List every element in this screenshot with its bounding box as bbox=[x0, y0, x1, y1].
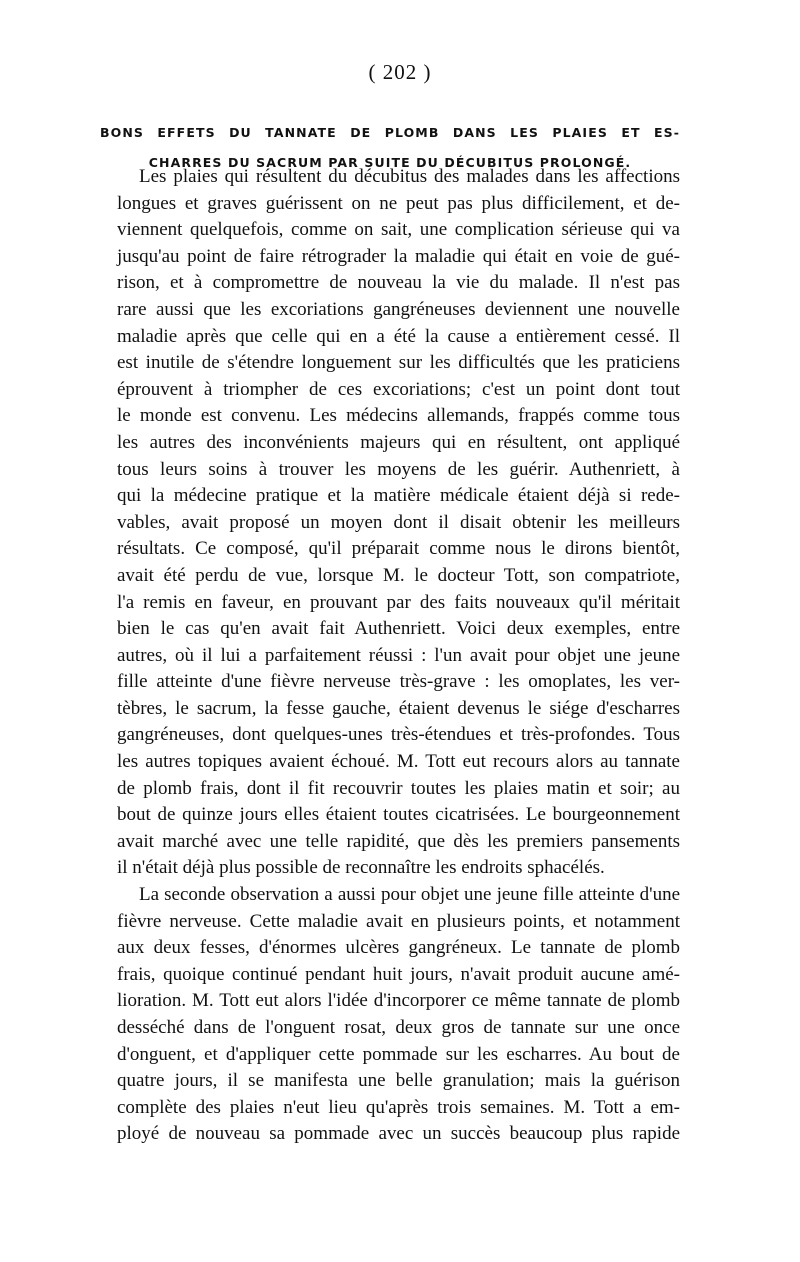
text-line: avait marché avec une telle rapidité, que dès les premiers pansements bbox=[117, 830, 680, 852]
article-body bbox=[117, 164, 680, 1148]
text-line: d'onguent, et d'appliquer cette pommade sur les escharres. Au bout de bbox=[117, 1043, 680, 1065]
text-line: avait été perdu de vue, lorsque M. le docteur Tott, son compatriote, bbox=[117, 564, 680, 586]
text-line: résultats. Ce composé, qu'il préparait comme nous le dirons bientôt, bbox=[117, 538, 680, 560]
text-line: viennent quelquefois, comme on sait, une complication sérieuse qui va bbox=[117, 219, 680, 241]
paragraph-1-last-line: il n'était déjà plus possible de reconnaître les endroits sphacélés. bbox=[117, 857, 605, 879]
text-line: de plomb frais, dont il fit recouvrir toutes les plaies matin et soir; au bbox=[117, 777, 680, 799]
text-line: lioration. M. Tott eut alors l'idée d'incorporer ce même tannate de plomb bbox=[117, 990, 680, 1012]
text-line: rare aussi que les excoriations gangréneuses deviennent une nouvelle bbox=[117, 298, 680, 320]
text-line: les autres des inconvénients majeurs qui en résultent, ont appliqué bbox=[117, 431, 680, 453]
paragraph-2-first-line: La seconde observation a aussi pour objet une jeune fille atteinte d'une bbox=[139, 884, 680, 906]
heading-line: BONS EFFETS DU TANNATE DE PLOMB DANS LES PLAIES ET ES- bbox=[100, 125, 680, 140]
text-line: gangréneuses, dont quelques-unes très-étendues et très-profondes. Tous bbox=[117, 724, 680, 746]
text-line: rison, et à compromettre de nouveau la vie du malade. Il n'est pas bbox=[117, 272, 680, 294]
text-line: vables, avait proposé un moyen dont il disait obtenir les meilleurs bbox=[117, 511, 680, 533]
text-line: tous leurs soins à trouver les moyens de les guérir. Authenriett, à bbox=[117, 458, 680, 480]
text-line: ployé de nouveau sa pommade avec un succès beaucoup plus rapide bbox=[117, 1123, 680, 1145]
text-line: tèbres, le sacrum, la fesse gauche, étaient devenus le siége d'escharres bbox=[117, 697, 680, 719]
text-line: est inutile de s'étendre longuement sur les difficultés que les praticiens bbox=[117, 352, 680, 374]
text-line: les autres topiques avaient échoué. M. Tott eut recours alors au tannate bbox=[117, 751, 680, 773]
text-line: longues et graves guérissent on ne peut pas plus difficilement, et de- bbox=[117, 192, 680, 214]
text-line: qui la médecine pratique et la matière médicale étaient déjà si rede- bbox=[117, 485, 680, 507]
paragraph-1-first-line: Les plaies qui résultent du décubitus des malades dans les affections bbox=[139, 166, 680, 187]
text-line: le monde est convenu. Les médecins allemands, frappés comme tous bbox=[117, 405, 680, 427]
text-line: maladie après que celle qui en a été la cause a entièrement cessé. Il bbox=[117, 325, 680, 347]
heading-line: CHARRES DU SACRUM PAR SUITE DU DÉCUBITUS PROLONGÉ. bbox=[148, 155, 632, 170]
text-line: bien le cas qu'en avait fait Authenriett. Voici deux exemples, entre bbox=[117, 618, 680, 640]
text-line: complète des plaies n'eut lieu qu'après trois semaines. M. Tott a em- bbox=[117, 1096, 680, 1118]
text-line: jusqu'au point de faire rétrograder la maladie qui était en voie de gué- bbox=[117, 245, 680, 267]
text-line: fièvre nerveuse. Cette maladie avait en plusieurs points, et notamment bbox=[117, 910, 680, 932]
text-line: frais, quoique continué pendant huit jours, n'avait produit aucune amé- bbox=[117, 963, 680, 985]
text-line: fille atteinte d'une fièvre nerveuse très-grave : les omoplates, les ver- bbox=[117, 671, 680, 693]
page-number: ( 202 ) bbox=[368, 60, 432, 84]
text-line: autres, où il lui a parfaitement réussi : l'un avait pour objet une jeune bbox=[117, 644, 680, 666]
text-line: éprouvent à triompher de ces excoriations; c'est un point dont tout bbox=[117, 378, 680, 400]
text-line: bout de quinze jours elles étaient toutes cicatrisées. Le bourgeonnement bbox=[117, 804, 680, 826]
text-line: desséché dans de l'onguent rosat, deux gros de tannate sur une once bbox=[117, 1017, 680, 1038]
text-line: l'a remis en faveur, en prouvant par des faits nouveaux qu'il méritait bbox=[117, 591, 680, 613]
text-line: aux deux fesses, d'énormes ulcères gangréneux. Le tannate de plomb bbox=[117, 937, 680, 959]
text-line: quatre jours, il se manifesta une belle granulation; mais la guérison bbox=[117, 1070, 680, 1092]
